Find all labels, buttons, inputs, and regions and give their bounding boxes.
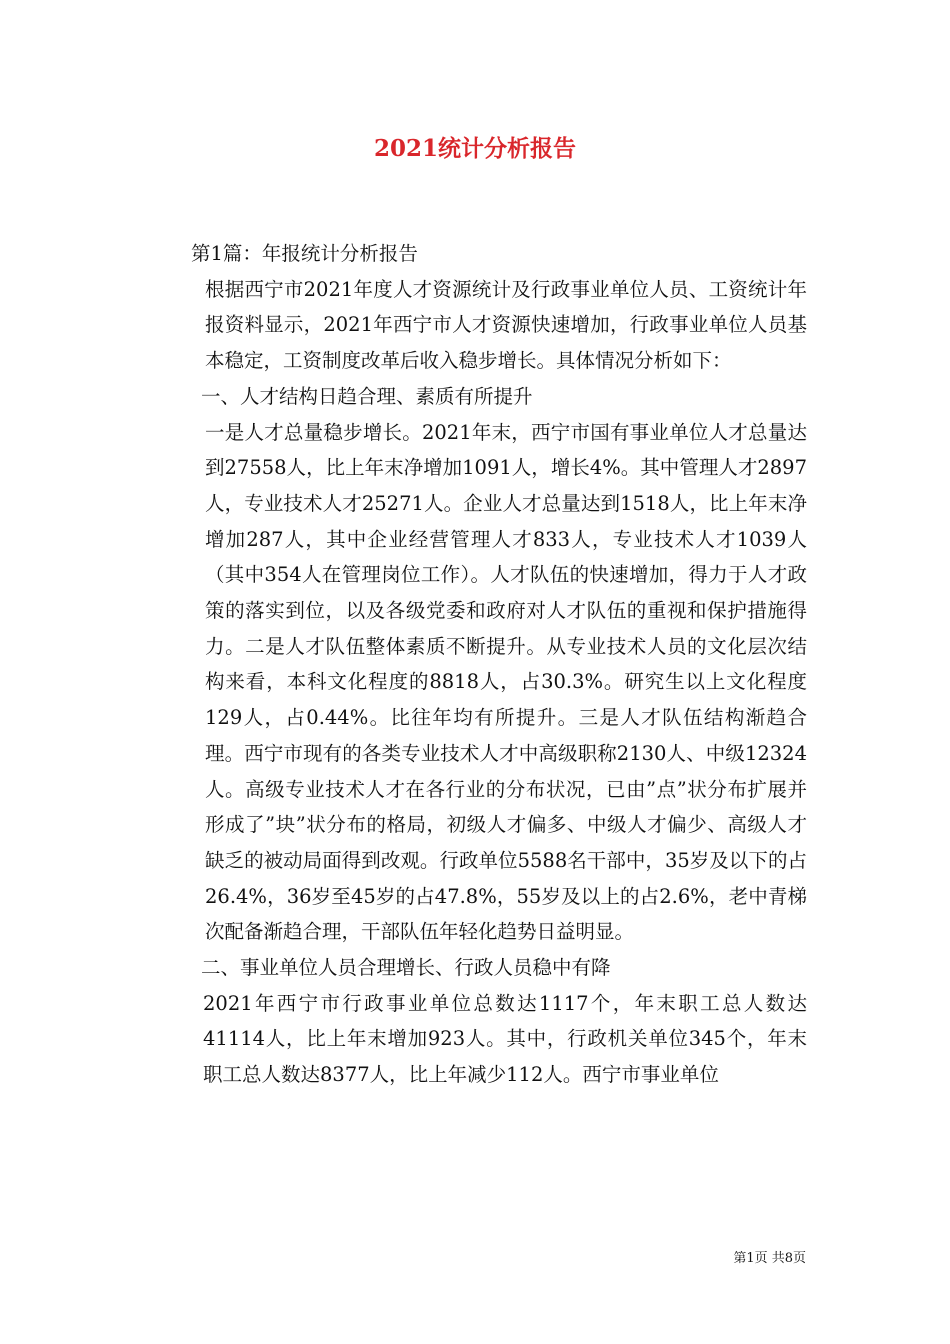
document-body	[143, 236, 807, 1093]
paragraph-talent: 一是人才总量稳步增长。2021年末，西宁市国有事业单位人才总量达到27558人，比上年末净增加1091人，增长4%。其中管理人才2897人，专业技术人才25271人。企业人才总量达到1518人，比上年末净增加287人，其中企业经营管理人才833人，专业技术人才1039人（其中354人在管理岗位工作）。人才队伍的快速增加，得力于人才政策的落实到位，以及各级党委和政府对人才队伍的重视和保护措施得力。二是人才队伍整体素质不断提升。从专业技术人员的文化层次结构来看，本科文化程度的8818人，占30.3%。研究生以上文化程度129人，占0.44%。比往年均有所提升。三是人才队伍结构渐趋合理。西宁市现有的各类专业技术人才中高级职称2130人、中级12324人。高级专业技术人才在各行业的分布状况，已由”点”状分布扩展并形成了”块”状分布的格局，初级人才偏多、中级人才偏少、高级人才缺乏的被动局面得到改观。行政单位5588名干部中，35岁及以下的占26.4%，36岁至45岁的占47.8%，55岁及以上的占2.6%，老中青梯次配备渐趋合理，干部队伍年轻化趋势日益明显。	[205, 420, 807, 944]
heading-part-two: 二、事业单位人员合理增长、行政人员稳中有降	[201, 956, 611, 980]
heading-part-one: 一、人才结构日趋合理、素质有所提升	[201, 384, 533, 408]
section-heading: 第1篇：年报统计分析报告	[191, 242, 418, 265]
paragraph-intro: 根据西宁市2021年度人才资源统计及行政事业单位人员、工资统计年报资料显示，2021年西宁市人才资源快速增加，行政事业单位人员基本稳定，工资制度改革后收入稳步增长。具体情况分析如下：	[205, 277, 807, 373]
page-title: 2021统计分析报告	[373, 135, 576, 162]
paragraph-staff: 2021年西宁市行政事业单位总数达1117个，年末职工总人数达41114人，比上年末增加923人。其中，行政机关单位345个，年末职工总人数达8377人，比上年减少112人。西宁市事业单位	[203, 991, 807, 1087]
page-number: 第1页 共8页	[733, 1251, 806, 1266]
